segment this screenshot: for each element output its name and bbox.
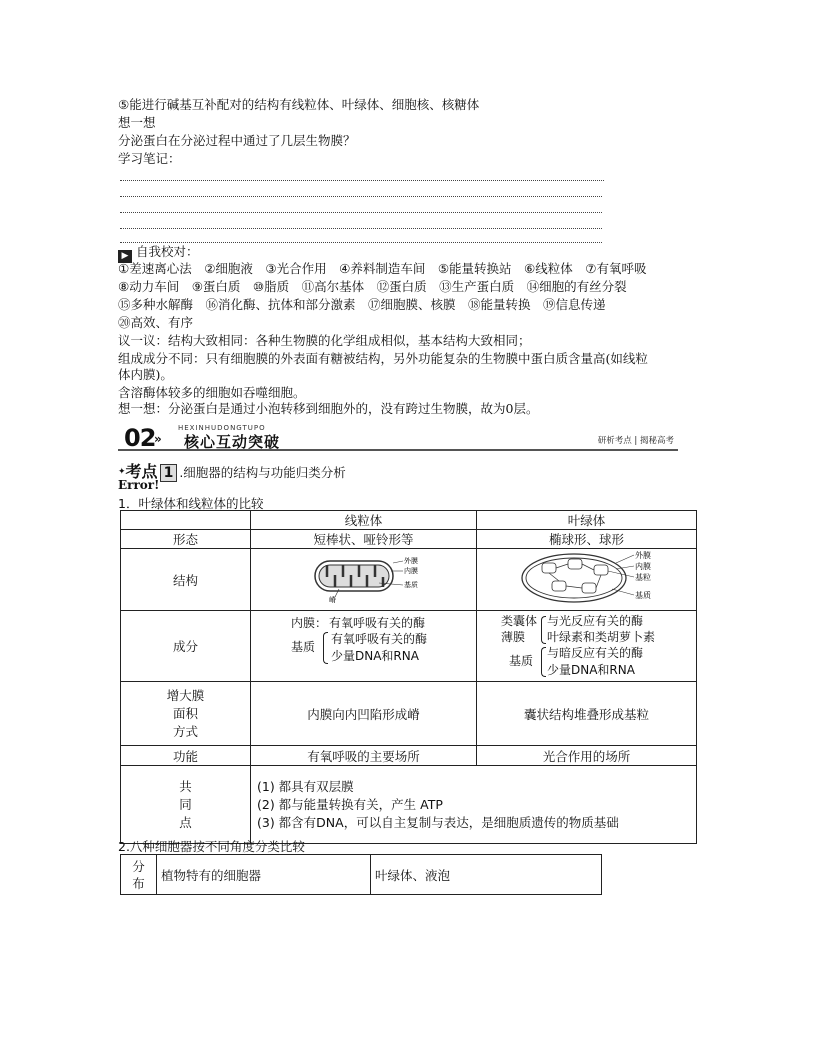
row-label: 功能 bbox=[121, 746, 251, 766]
brace bbox=[541, 647, 546, 677]
discuss-text: 含溶酶体较多的细胞如吞噬细胞。 bbox=[118, 385, 306, 400]
comp-value: 与暗反应有关的酶 bbox=[547, 646, 644, 660]
comp-label: 基质 bbox=[291, 640, 316, 654]
note-line bbox=[120, 196, 602, 197]
banner-rule bbox=[118, 449, 678, 451]
think-heading: 想一想 bbox=[118, 115, 156, 130]
row-label-line: 增大膜 bbox=[166, 687, 205, 703]
table-cell: 短棒状、哑铃形等 bbox=[251, 530, 477, 549]
comparison-table bbox=[120, 510, 697, 844]
comp-label: 类囊体 bbox=[501, 614, 538, 628]
table-cell: 叶绿体、液泡 bbox=[371, 855, 602, 895]
table-row bbox=[121, 855, 602, 895]
kaodian-title: .细胞器的结构与功能归类分析 bbox=[179, 465, 346, 480]
discuss-text: 组成成分不同：只有细胞膜的外表面有糖被结构，另外功能复杂的生物膜中蛋白质含量高(如线粒 bbox=[118, 351, 648, 366]
table-cell bbox=[251, 766, 697, 844]
section-tagline: 研析考点 | 揭秘高考 bbox=[597, 436, 674, 446]
comp-label: 内膜： bbox=[291, 616, 328, 630]
table-row bbox=[121, 766, 697, 844]
brace bbox=[541, 616, 546, 644]
organelle-table bbox=[120, 854, 602, 895]
table-cell: 有氧呼吸的主要场所 bbox=[251, 746, 477, 766]
section-number: 02 bbox=[124, 424, 156, 452]
row-label-line: 点 bbox=[179, 814, 192, 830]
comp-value: 叶绿素和类胡萝卜素 bbox=[547, 630, 656, 644]
diagram-label: 基质 bbox=[634, 591, 651, 600]
table-cell: 椭球形、球形 bbox=[477, 530, 697, 549]
subheading-2: 2.八种细胞器按不同角度分类比较 bbox=[118, 839, 305, 854]
row-label-line: 同 bbox=[179, 796, 192, 812]
section-title: 核心互动突破 bbox=[184, 433, 281, 451]
table-cell bbox=[477, 549, 697, 611]
table-row bbox=[121, 746, 697, 766]
table-cell bbox=[251, 611, 477, 682]
diagram-label: 基粒 bbox=[634, 573, 651, 582]
comp-value: 有氧呼吸有关的酶 bbox=[331, 632, 428, 646]
diagram-label: 内膜 bbox=[634, 562, 651, 571]
row-label-line: 分 bbox=[132, 858, 145, 874]
table-row bbox=[121, 530, 697, 549]
comp-value: 少量DNA和RNA bbox=[331, 649, 419, 663]
row-label: 成分 bbox=[121, 611, 251, 682]
table-cell: 囊状结构堆叠形成基粒 bbox=[477, 682, 697, 746]
self-check-row: ⑮多种水解酶 ⑯消化酶、抗体和部分激素 ⑰细胞膜、核膜 ⑱能量转换 ⑲信息传递 bbox=[118, 297, 606, 312]
arrow-icon: ▶ bbox=[118, 250, 132, 263]
note-line bbox=[120, 212, 602, 213]
common-item: (2) 都与能量转换有关，产生 ATP bbox=[257, 796, 443, 812]
kaodian-decoration: ✦ bbox=[118, 467, 126, 477]
comp-value: 有氧呼吸有关的酶 bbox=[329, 616, 426, 630]
question-text: 分泌蛋白在分泌过程中通过了几层生物膜？ bbox=[118, 133, 356, 148]
note-line bbox=[120, 228, 602, 229]
row-label: 形态 bbox=[121, 530, 251, 549]
discuss-text: 体内膜)。 bbox=[118, 367, 173, 382]
brace bbox=[323, 632, 328, 664]
row-label bbox=[121, 766, 251, 844]
diagram-label: 内膜 bbox=[403, 567, 418, 575]
discuss-text: 议一议：结构大致相同：各种生物膜的化学组成相似，基本结构大致相同； bbox=[118, 333, 531, 348]
kaodian-prefix: 考点 bbox=[125, 462, 158, 481]
diagram-label: 外膜 bbox=[403, 557, 418, 565]
common-item: (1) 都具有双层膜 bbox=[257, 778, 354, 794]
comp-label: 基质 bbox=[509, 654, 534, 668]
comp-value: 与光反应有关的酶 bbox=[547, 614, 644, 628]
row-label-line: 共 bbox=[179, 778, 192, 794]
chloroplast-diagram bbox=[512, 549, 662, 607]
common-item: (3) 都含有DNA，可以自主复制与表达，是细胞质遗传的物质基础 bbox=[257, 814, 619, 830]
section-banner bbox=[118, 423, 678, 451]
text-line: ⑤能进行碱基互补配对的结构有线粒体、叶绿体、细胞核、核糖体 bbox=[118, 97, 480, 112]
table-row bbox=[121, 611, 697, 682]
table-cell bbox=[477, 611, 697, 682]
mito-composition bbox=[251, 611, 476, 681]
diagram-label: 基质 bbox=[403, 581, 418, 589]
table-row bbox=[121, 549, 697, 611]
notes-label: 学习笔记： bbox=[118, 151, 181, 166]
self-check-row: ①差速离心法 ②细胞液 ③光合作用 ④养料制造车间 ⑤能量转换站 ⑥线粒体 ⑦有氧呼吸 bbox=[118, 261, 647, 276]
comp-value: 少量DNA和RNA bbox=[547, 663, 635, 677]
self-check-heading: 自我校对： bbox=[136, 244, 199, 259]
mitochondrion-diagram bbox=[309, 553, 419, 603]
table-cell bbox=[121, 511, 251, 530]
kaodian-number: 1 bbox=[160, 464, 178, 482]
table-header: 线粒体 bbox=[251, 511, 477, 530]
table-cell: 植物特有的细胞器 bbox=[157, 855, 371, 895]
chloro-composition bbox=[477, 611, 696, 681]
row-label-line: 面积 bbox=[172, 705, 198, 721]
note-line bbox=[120, 180, 604, 181]
subheading-1: 1．叶绿体和线粒体的比较 bbox=[118, 496, 264, 511]
section-pinyin: HEXINHUDONGTUPO bbox=[178, 424, 266, 432]
row-label: 结构 bbox=[121, 549, 251, 611]
self-check-row: ⑧动力车间 ⑨蛋白质 ⑩脂质 ⑪高尔基体 ⑫蛋白质 ⑬生产蛋白质 ⑭细胞的有丝分裂 bbox=[118, 279, 627, 294]
row-label-line: 方式 bbox=[172, 723, 198, 739]
table-cell bbox=[251, 549, 477, 611]
table-cell: 内膜向内凹陷形成嵴 bbox=[251, 682, 477, 746]
think-answer: 想一想：分泌蛋白是通过小泡转移到细胞外的，没有跨过生物膜，故为0层。 bbox=[118, 401, 539, 416]
row-label-line: 布 bbox=[132, 875, 145, 891]
table-cell: 光合作用的场所 bbox=[477, 746, 697, 766]
self-check-row: ⑳高效、有序 bbox=[118, 315, 194, 330]
comp-label: 薄膜 bbox=[501, 630, 526, 644]
chevron-right-icon: » bbox=[154, 432, 162, 446]
error-text: Error! bbox=[118, 478, 160, 492]
row-label bbox=[121, 682, 251, 746]
diagram-label: 外膜 bbox=[634, 551, 651, 560]
diagram-label: 嵴 bbox=[328, 596, 336, 603]
table-row bbox=[121, 682, 697, 746]
row-label bbox=[121, 855, 157, 895]
table-row bbox=[121, 511, 697, 530]
table-header: 叶绿体 bbox=[477, 511, 697, 530]
